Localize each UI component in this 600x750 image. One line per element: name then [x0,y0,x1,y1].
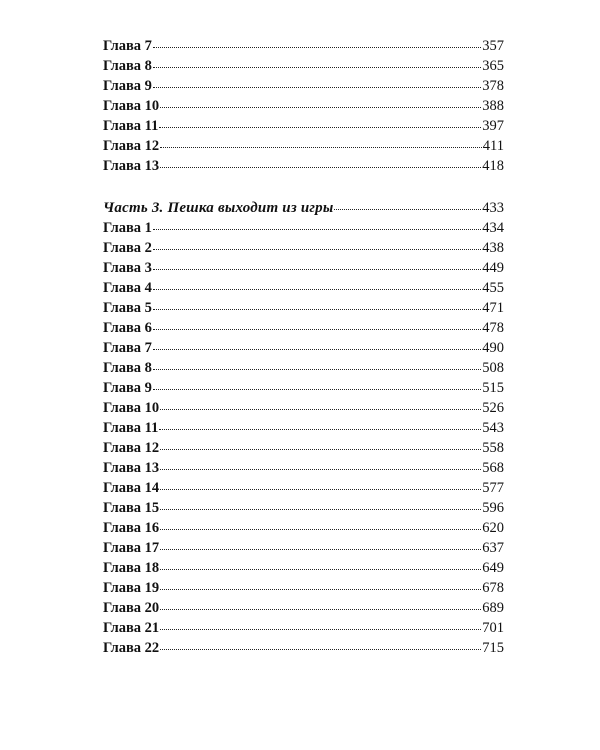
chapter-label: Глава 15 [103,500,160,516]
toc-entry[interactable] [103,240,504,260]
dot-leader [153,348,481,350]
part3-heading-row[interactable] [103,200,504,220]
toc-entry[interactable] [103,580,504,600]
toc-entry[interactable] [103,360,504,380]
page-number: 568 [482,460,504,476]
chapter-label: Глава 10 [103,98,160,114]
page-number: 418 [482,158,504,174]
page-number: 471 [482,300,504,316]
toc-entry[interactable] [103,540,504,560]
chapter-label: Глава 5 [103,300,152,316]
dot-leader [153,86,481,88]
part3-title: Часть 3. Пешка выходит из игры [103,200,334,216]
page-number: 434 [482,220,504,236]
part3-page-number: 433 [482,200,504,216]
chapter-label: Глава 1 [103,220,152,236]
part3-chapter-list [103,220,504,660]
chapter-label: Глава 13 [103,158,160,174]
page-number: 411 [482,138,504,154]
dot-leader [160,608,481,610]
page-number: 558 [482,440,504,456]
section-gap [103,178,504,200]
toc-entry[interactable] [103,640,504,660]
chapter-label: Глава 9 [103,380,152,396]
chapter-label: Глава 21 [103,620,160,636]
toc-entry[interactable] [103,560,504,580]
dot-leader [159,428,481,430]
chapter-label: Глава 11 [103,118,159,134]
chapter-label: Глава 18 [103,560,160,576]
page-number: 649 [482,560,504,576]
chapter-label: Глава 8 [103,58,152,74]
chapter-label: Глава 14 [103,480,160,496]
chapter-label: Глава 2 [103,240,152,256]
page-number: 543 [482,420,504,436]
dot-leader [160,146,482,148]
page-number: 490 [482,340,504,356]
dot-leader [160,408,481,410]
chapter-label: Глава 4 [103,280,152,296]
dot-leader [153,66,481,68]
toc-entry[interactable] [103,300,504,320]
dot-leader [153,46,481,48]
toc-entry[interactable] [103,118,504,138]
chapter-label: Глава 12 [103,440,160,456]
chapter-label: Глава 7 [103,38,152,54]
dot-leader [160,628,481,630]
chapter-label: Глава 7 [103,340,152,356]
dot-leader [153,368,481,370]
toc-entry[interactable] [103,440,504,460]
toc-entry[interactable] [103,260,504,280]
table-of-contents [103,38,504,660]
page-number: 397 [482,118,504,134]
toc-entry[interactable] [103,138,504,158]
page-number: 515 [482,380,504,396]
dot-leader [160,528,481,530]
chapter-label: Глава 3 [103,260,152,276]
chapter-label: Глава 8 [103,360,152,376]
dot-leader [153,308,481,310]
chapter-label: Глава 20 [103,600,160,616]
toc-entry[interactable] [103,320,504,340]
toc-entry[interactable] [103,520,504,540]
chapter-label: Глава 13 [103,460,160,476]
toc-entry[interactable] [103,220,504,240]
page-number: 526 [482,400,504,416]
dot-leader [334,208,481,210]
toc-entry[interactable] [103,460,504,480]
page-number: 678 [482,580,504,596]
page-number: 449 [482,260,504,276]
toc-entry[interactable] [103,38,504,58]
page-number: 378 [482,78,504,94]
page-number: 637 [482,540,504,556]
toc-entry[interactable] [103,340,504,360]
dot-leader [153,288,481,290]
toc-entry[interactable] [103,400,504,420]
chapter-label: Глава 6 [103,320,152,336]
toc-entry[interactable] [103,480,504,500]
toc-entry[interactable] [103,620,504,640]
toc-entry[interactable] [103,98,504,118]
toc-entry[interactable] [103,500,504,520]
dot-leader [160,508,481,510]
page-number: 596 [482,500,504,516]
dot-leader [153,388,481,390]
dot-leader [160,448,481,450]
toc-entry[interactable] [103,280,504,300]
dot-leader [160,568,481,570]
toc-entry[interactable] [103,420,504,440]
part2-chapter-list [103,38,504,178]
chapter-label: Глава 11 [103,420,159,436]
page-number: 620 [482,520,504,536]
chapter-label: Глава 9 [103,78,152,94]
page-number: 478 [482,320,504,336]
page-number: 438 [482,240,504,256]
page-number: 689 [482,600,504,616]
page-number: 365 [482,58,504,74]
toc-entry[interactable] [103,58,504,78]
page-number: 508 [482,360,504,376]
toc-entry[interactable] [103,158,504,178]
dot-leader [153,328,481,330]
dot-leader [160,588,481,590]
page-number: 701 [482,620,504,636]
dot-leader [160,106,481,108]
chapter-label: Глава 19 [103,580,160,596]
chapter-label: Глава 16 [103,520,160,536]
chapter-label: Глава 22 [103,640,160,656]
toc-entry[interactable] [103,600,504,620]
page-number: 455 [482,280,504,296]
page-number: 577 [482,480,504,496]
chapter-label: Глава 10 [103,400,160,416]
chapter-label: Глава 12 [103,138,160,154]
dot-leader [153,228,481,230]
page-number: 715 [482,640,504,656]
dot-leader [160,468,481,470]
dot-leader [153,268,481,270]
dot-leader [160,166,481,168]
dot-leader [160,488,481,490]
toc-entry[interactable] [103,380,504,400]
page-number: 388 [482,98,504,114]
page-number: 357 [482,38,504,54]
dot-leader [160,548,481,550]
chapter-label: Глава 17 [103,540,160,556]
dot-leader [160,648,481,650]
dot-leader [153,248,481,250]
dot-leader [159,126,481,128]
toc-entry[interactable] [103,78,504,98]
